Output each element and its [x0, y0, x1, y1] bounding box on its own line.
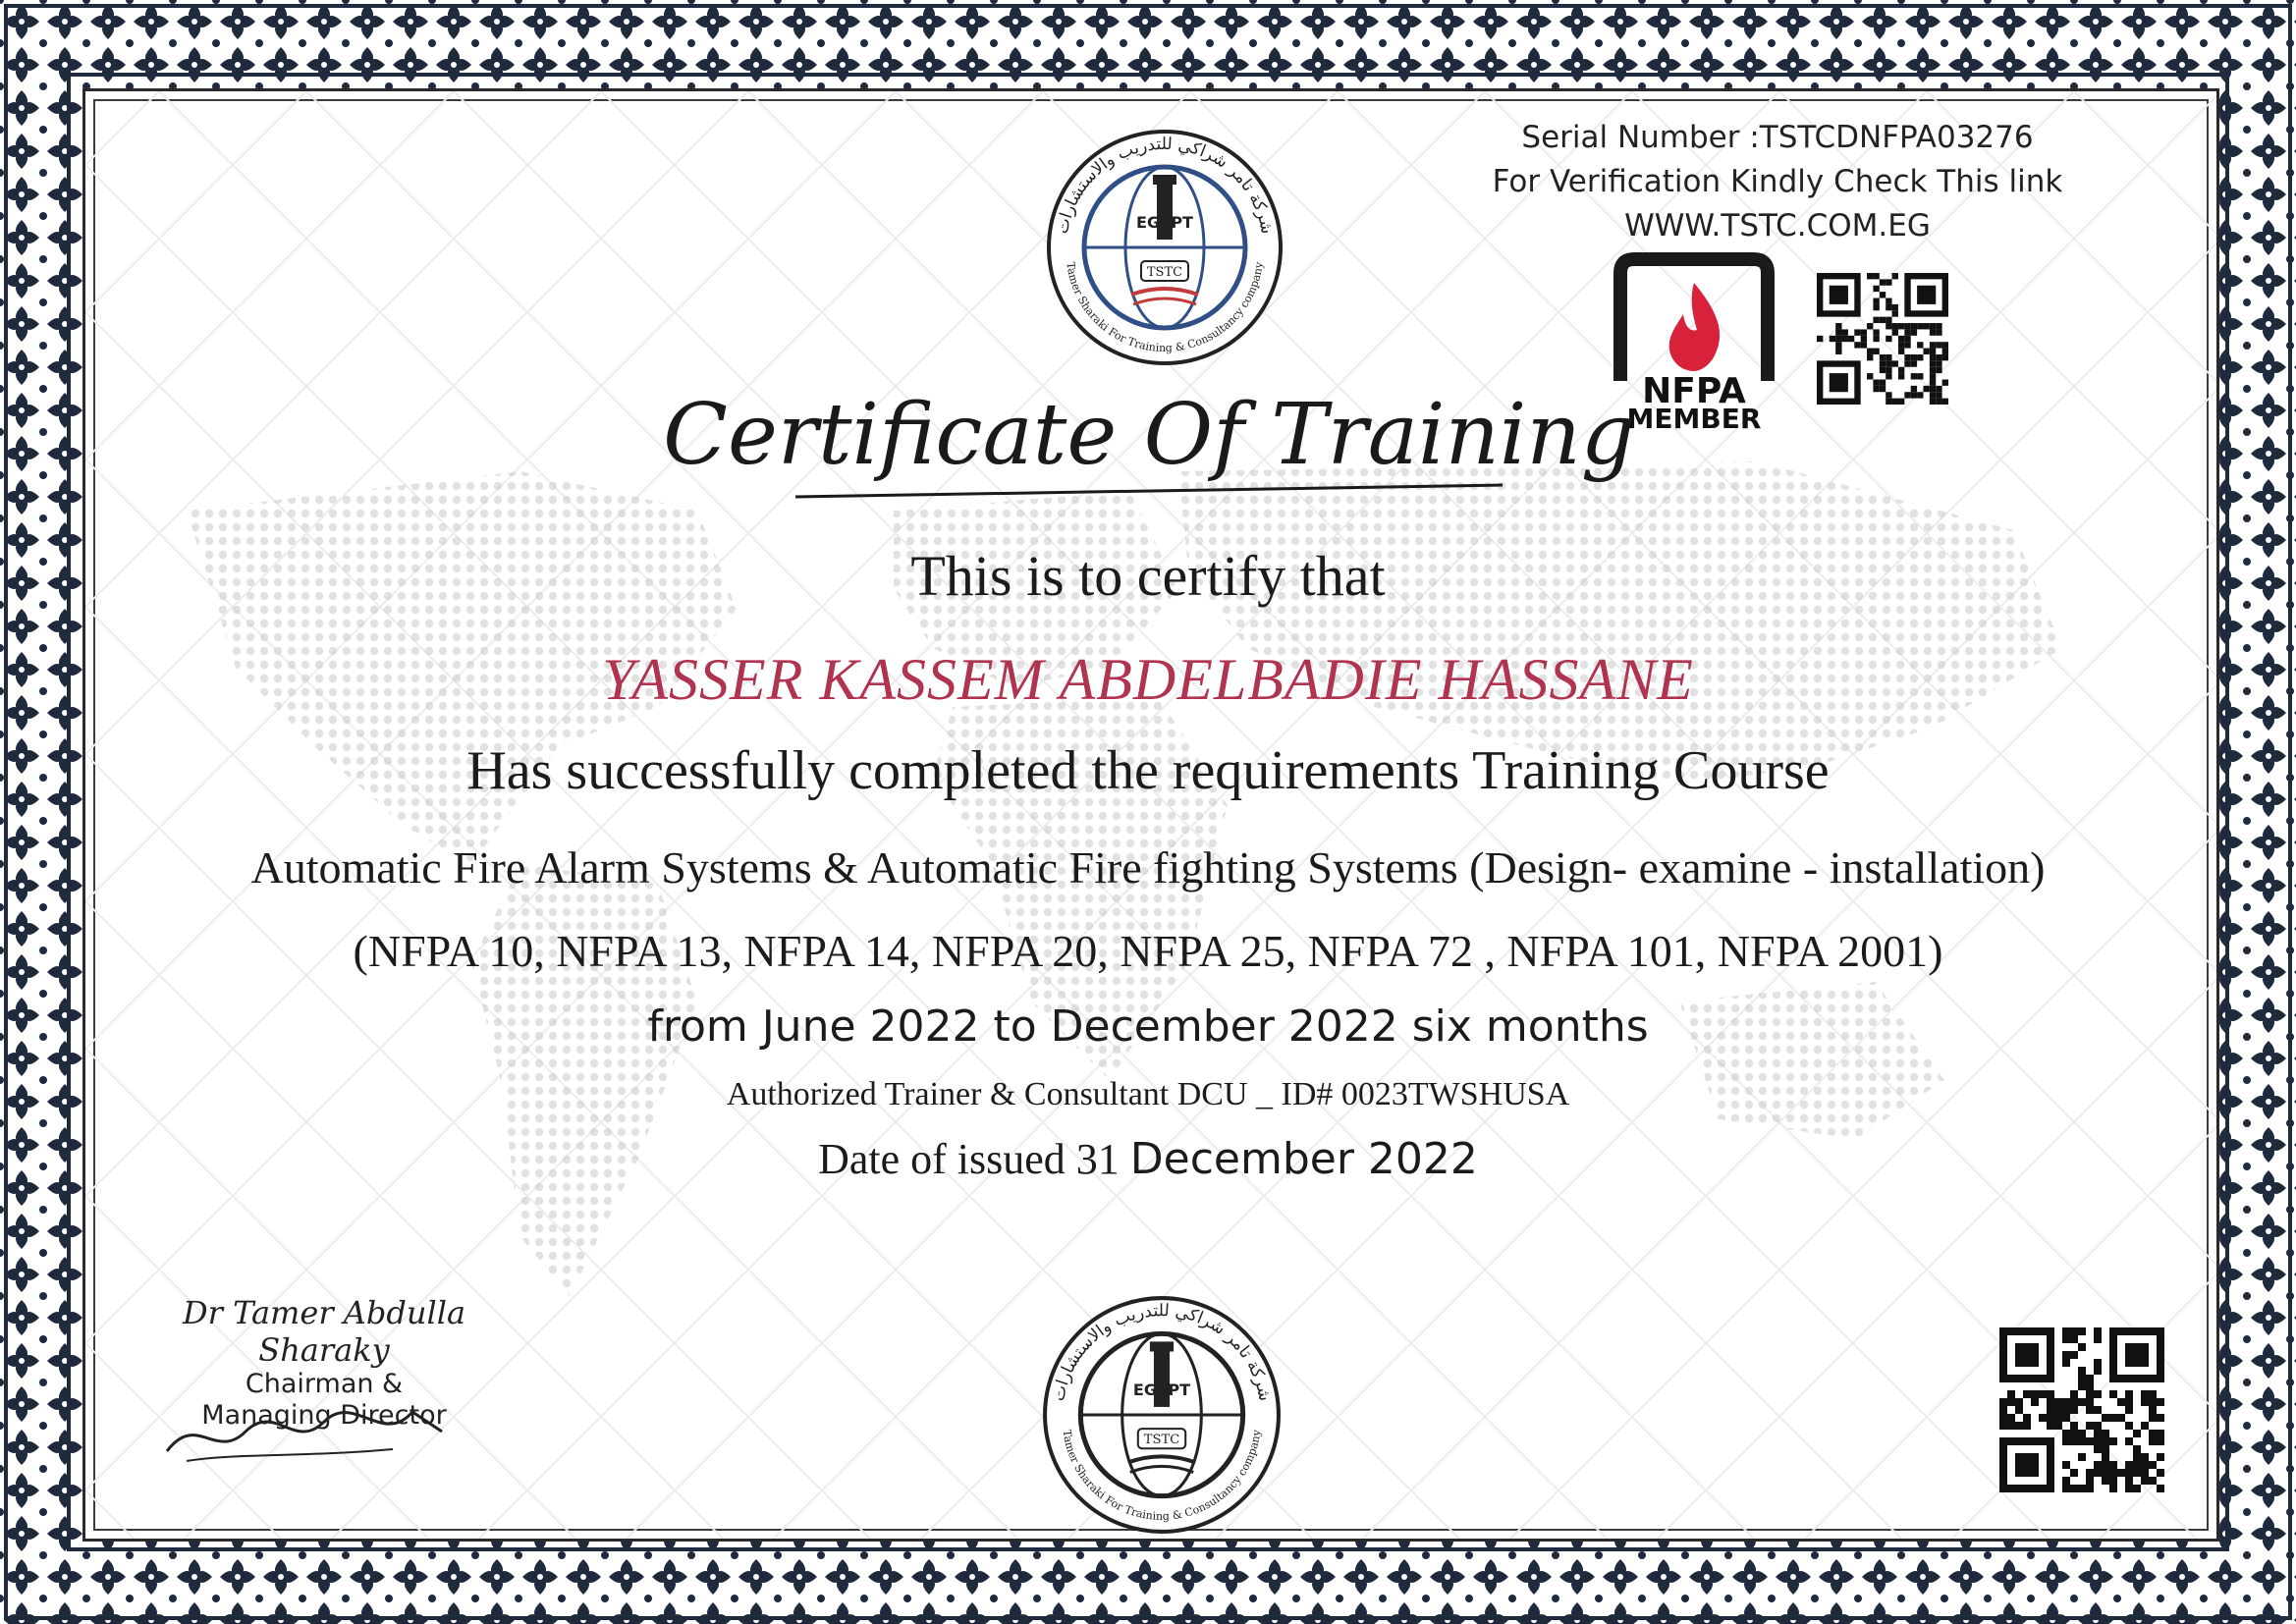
- flame-icon: [1669, 283, 1720, 371]
- trainer-id: Authorized Trainer & Consultant DCU _ ID# 0023TWSHUSA: [726, 1076, 1570, 1112]
- nfpa-member-label: MEMBER: [1626, 403, 1762, 435]
- nfpa-standards-list: (NFPA 10, NFPA 13, NFPA 14, NFPA 20, NFPA 25, NFPA 72 , NFPA 101, NFPA 2001): [353, 926, 1943, 976]
- certify-line: This is to certify that: [910, 544, 1386, 608]
- seal-abbr-text: TSTC: [1146, 265, 1183, 280]
- course-duration: from June 2022 to December 2022 six months: [647, 1001, 1649, 1052]
- handwritten-signature: [157, 1392, 452, 1481]
- nfpa-brand: NFPA: [1642, 371, 1746, 411]
- serial-block: [1434, 116, 2121, 248]
- signatory-role-line1: Chairman &: [245, 1369, 404, 1399]
- seal-arabic-ring-bottom: شركة تامر شراكي للتدريب والاستشارات: [1049, 1301, 1275, 1403]
- signatory-name: Dr Tamer Abdulla Sharaky: [182, 1294, 466, 1369]
- seal-country-text: EGYPT: [1136, 213, 1193, 232]
- certificate-title: [663, 373, 1635, 511]
- completion-statement: Has successfully completed the requirements Training Course: [466, 740, 1830, 801]
- nfpa-member-badge: [1611, 253, 1777, 435]
- issue-date-value: December 2022: [1129, 1134, 1478, 1184]
- seal-abbr-text-bottom: TSTC: [1143, 1433, 1180, 1448]
- certificate-title-text: Certificate Of Training: [663, 386, 1635, 484]
- issue-date-prefix: Date of issued 31: [818, 1135, 1120, 1183]
- verification-link[interactable]: WWW.TSTC.COM.EG: [1624, 208, 1931, 244]
- signatory-role-line2: Managing Director: [201, 1400, 447, 1431]
- seal-country-text-bottom: EGYPT: [1132, 1380, 1191, 1399]
- recipient-name: YASSER KASSEM ABDELBADIE HASSANE: [602, 647, 1694, 712]
- issue-date: [0, 1134, 2296, 1184]
- company-seal-bottom: [1039, 1292, 1285, 1538]
- company-seal-top: [1043, 126, 1286, 369]
- verification-qr-code-top[interactable]: [1817, 273, 1968, 405]
- serial-number: Serial Number :TSTCDNFPA03276: [1521, 120, 2034, 155]
- verification-qr-code-bottom[interactable]: [1999, 1327, 2164, 1492]
- seal-arabic-ring: شركة تامر شراكي للتدريب والاستشارات: [1052, 134, 1278, 236]
- verification-note: For Verification Kindly Check This link: [1492, 164, 2063, 199]
- seal-english-ring: Tamer Sharaki For Training & Consultancy company: [1064, 261, 1266, 355]
- course-title: Automatic Fire Alarm Systems & Automatic Fire fighting Systems (Design- examine - installation): [250, 842, 2046, 893]
- seal-english-ring-bottom: Tamer Sharaki For Training & Consultancy company: [1060, 1429, 1264, 1523]
